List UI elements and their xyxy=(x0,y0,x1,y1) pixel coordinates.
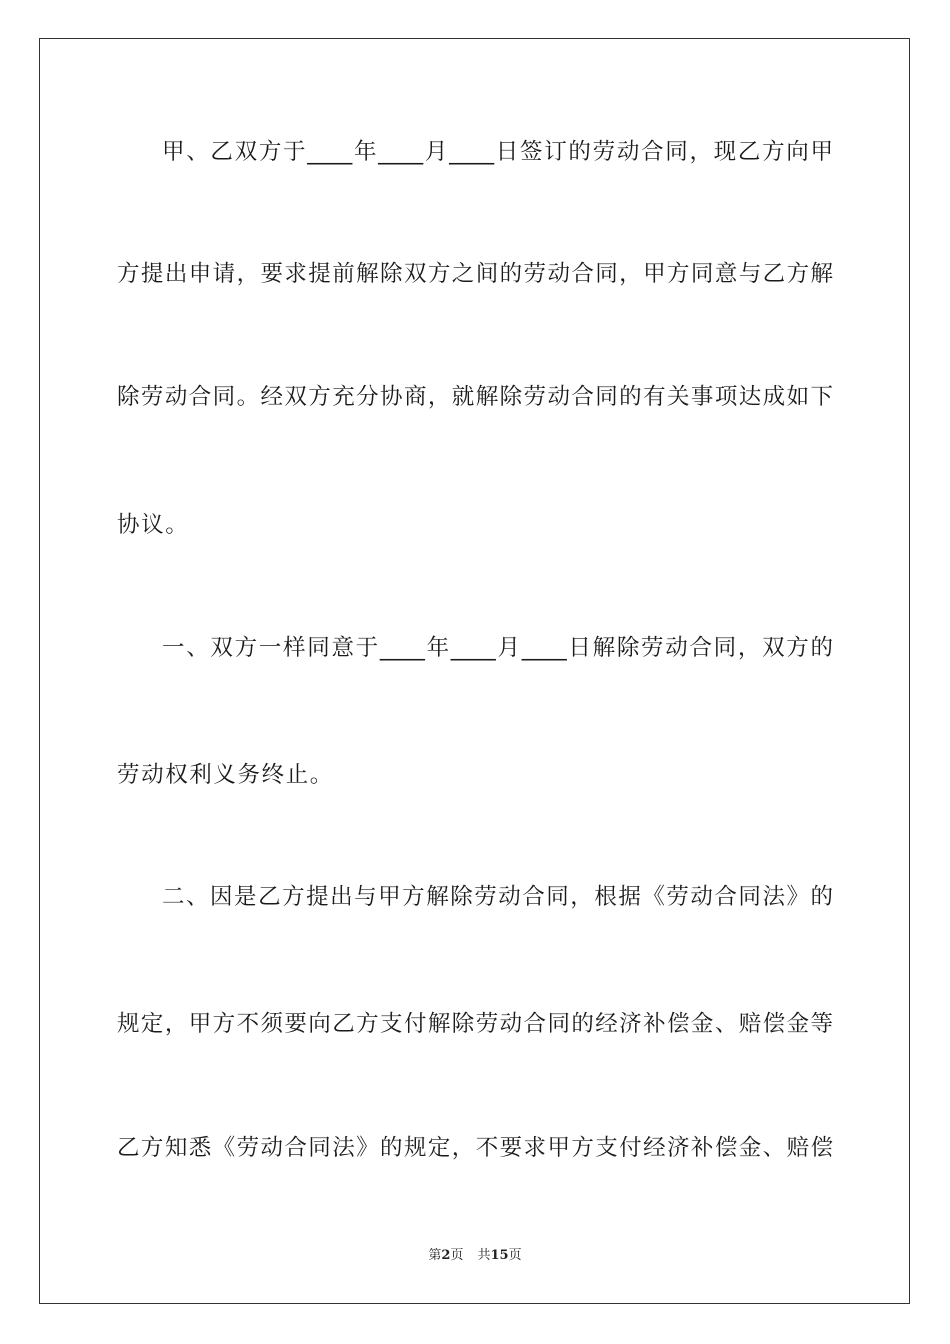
footer-page-suffix: 页 xyxy=(450,1248,464,1263)
footer-page-number: 2 xyxy=(441,1248,451,1263)
footer-page-prefix: 第 xyxy=(428,1248,442,1263)
footer-total-pages: 15 xyxy=(490,1248,509,1263)
paragraph-line-2: 方提出申请，要求提前解除双方之间的劳动合同，甲方同意与乙方解 xyxy=(117,261,833,287)
footer-total-suffix: 页 xyxy=(508,1248,522,1263)
paragraph-line-8: 规定，甲方不须要向乙方支付解除劳动合同的经济补偿金、赔偿金等 xyxy=(117,1011,833,1037)
page-footer xyxy=(0,1247,950,1265)
paragraph-line-6: 劳动权利义务终止。 xyxy=(117,762,334,788)
page-border xyxy=(39,38,910,1304)
paragraph-line-5: 一、双方一样同意于____年____月____日解除劳动合同，双方的 xyxy=(162,635,833,661)
paragraph-line-9: 乙方知悉《劳动合同法》的规定，不要求甲方支付经济补偿金、赔偿 xyxy=(117,1135,833,1161)
paragraph-line-7: 二、因是乙方提出与甲方解除劳动合同，根据《劳动合同法》的 xyxy=(162,884,833,910)
paragraph-line-4: 协议。 xyxy=(117,512,190,538)
paragraph-line-3: 除劳动合同。经双方充分协商，就解除劳动合同的有关事项达成如下 xyxy=(117,384,833,410)
paragraph-line-1: 甲、乙双方于____年____月____日签订的劳动合同，现乙方向甲 xyxy=(162,139,833,165)
footer-total-prefix: 共 xyxy=(477,1248,491,1263)
